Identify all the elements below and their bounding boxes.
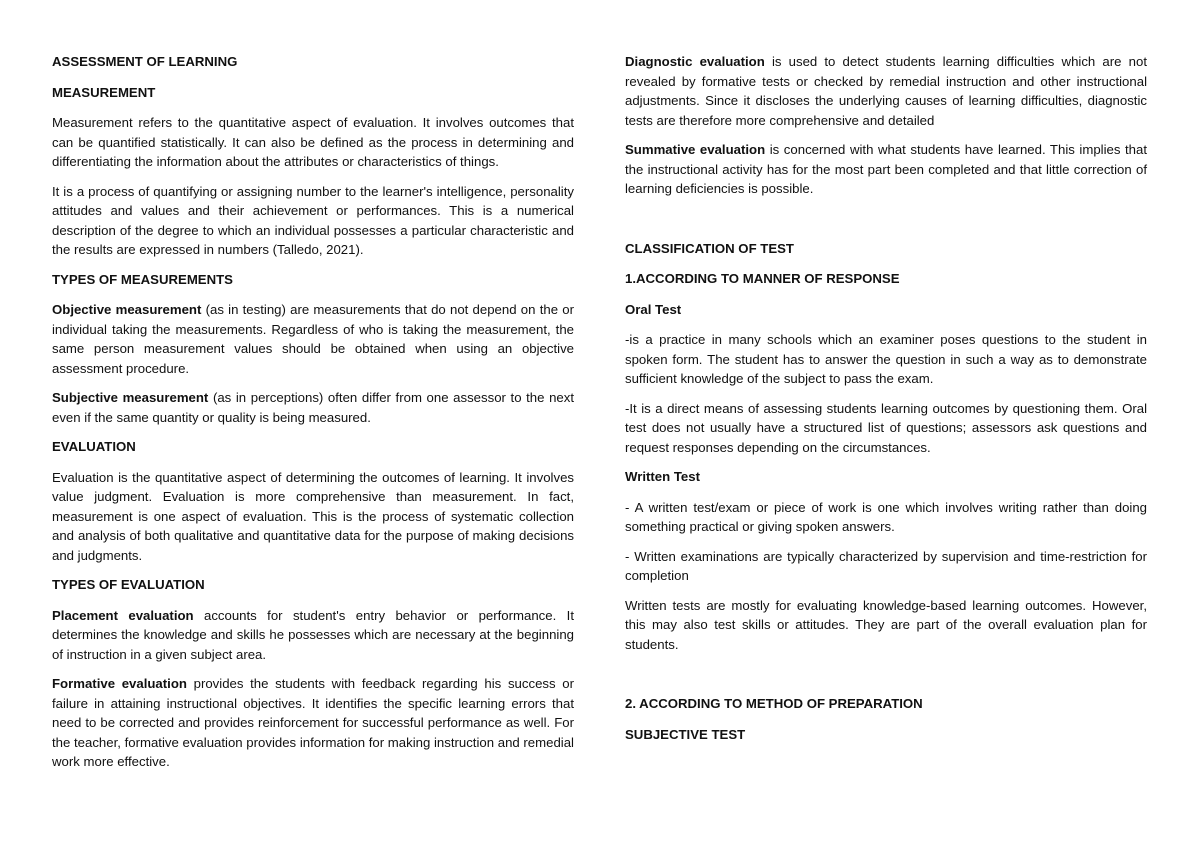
measurement-heading: MEASUREMENT — [52, 84, 156, 100]
oral-test-paragraph-1: -is a practice in many schools which an examiner poses questions to the student in spoken form. The student has to answer the question in such a way as to demonstrate sufficient knowledge of the subject to pass the exam. — [625, 332, 1147, 386]
summative-evaluation-paragraph — [625, 140, 1147, 199]
measurement-paragraph-1: Measurement refers to the quantitative aspect of evaluation. It involves outcomes that can be quantified statistically. It can also be defined as the process in determining and differentiating the information about the attributes or characteristics of things. — [52, 115, 574, 169]
objective-measurement-paragraph — [52, 300, 574, 378]
formative-evaluation-term: Formative evaluation — [52, 676, 187, 691]
subjective-measurement-text: (as in perceptions) often differ from one assessor to the next even if the same quantity or quality is being measured. — [52, 390, 574, 425]
formative-evaluation-paragraph — [52, 674, 574, 772]
subjective-measurement-term: Subjective measurement — [52, 390, 209, 405]
spacer — [625, 209, 1147, 239]
objective-measurement-text: (as in testing) are measurements that do not depend on the or individual taking the measurements. Regardless of who is taking the measurement, the same person measurement values should be obtained when using an objective assessment procedure. — [52, 302, 574, 376]
written-test-paragraph-2: - Written examinations are typically characterized by supervision and time-restriction for completion — [625, 548, 1147, 583]
placement-evaluation-paragraph — [52, 606, 574, 665]
diagnostic-evaluation-text: is used to detect students learning difficulties which are not revealed by formative tests or checked by remedial instruction and other instructional adjustments. Since it discloses the underlying causes of learning difficulties, diagnostic tests are therefore more comprehensive and detailed — [625, 54, 1147, 128]
placement-evaluation-term: Placement evaluation — [52, 607, 194, 623]
left-column — [52, 52, 574, 782]
spacer — [625, 664, 1147, 694]
written-test-heading: Written Test — [625, 469, 700, 484]
evaluation-heading: EVALUATION — [52, 439, 136, 454]
summative-evaluation-text: is concerned with what students have learned. This implies that the instructional activity has for the most part been completed and that little correction of learning deficiencies is possible. — [625, 142, 1148, 196]
manner-of-response-heading: 1.ACCORDING TO MANNER OF RESPONSE — [625, 271, 900, 286]
evaluation-paragraph: Evaluation is the quantitative aspect of determining the outcomes of learning. It involves value judgment. Evaluation is more comprehensive than measurement. In fact, measurement is one aspect of evaluation. This is the process of systematic collection and analysis of both qualitative and quantitative data for the purpose of making decisions and judgments. — [52, 469, 574, 563]
oral-test-paragraph-2: -It is a direct means of assessing students learning outcomes by questioning them. Oral test does not usually have a structured list of questions; assessors ask questions and request responses depending on the circumstances. — [625, 400, 1147, 455]
diagnostic-evaluation-term: Diagnostic evaluation — [625, 54, 765, 69]
types-of-evaluation-heading: TYPES OF EVALUATION — [52, 577, 205, 592]
summative-evaluation-term: Summative evaluation — [625, 142, 766, 157]
written-test-paragraph-1: - A written test/exam or piece of work is one which involves writing rather than doing something practical or giving spoken answers. — [625, 499, 1147, 534]
oral-test-heading: Oral Test — [625, 301, 682, 317]
diagnostic-evaluation-paragraph — [625, 52, 1147, 130]
subjective-test-heading: SUBJECTIVE TEST — [625, 726, 746, 742]
method-of-preparation-heading: 2. ACCORDING TO METHOD OF PREPARATION — [625, 696, 923, 711]
formative-evaluation-text: provides the students with feedback regarding his success or failure in attaining instructional objectives. It identifies the specific learning errors that need to be corrected and provides reinforcement for successful performance as well. For the teacher, formative evaluation provides information for making instruction and remedial work more effective. — [52, 676, 574, 769]
objective-measurement-term: Objective measurement — [52, 302, 202, 317]
written-test-paragraph-3: Written tests are mostly for evaluating knowledge-based learning outcomes. However, this may also test skills or attitudes. They are part of the overall evaluation plan for students. — [625, 597, 1147, 652]
measurement-paragraph-2: It is a process of quantifying or assigning number to the learner's intelligence, personality attitudes and values and their achievement or performances. This is a numerical description of the degree to which an individual possesses a particular characteristic and the results are expressed in numbers (Talledo, 2021). — [52, 183, 574, 257]
classification-of-test-heading: CLASSIFICATION OF TEST — [625, 240, 794, 256]
subjective-measurement-paragraph — [52, 388, 574, 427]
placement-evaluation-text: accounts for student's entry behavior or performance. It determines the knowledge and skills he possesses which are necessary at the beginning of instruction in a given subject area. — [52, 607, 574, 662]
types-of-measurements-heading: TYPES OF MEASUREMENTS — [52, 271, 233, 287]
document-title: ASSESSMENT OF LEARNING — [52, 54, 238, 69]
right-column — [625, 52, 1147, 755]
